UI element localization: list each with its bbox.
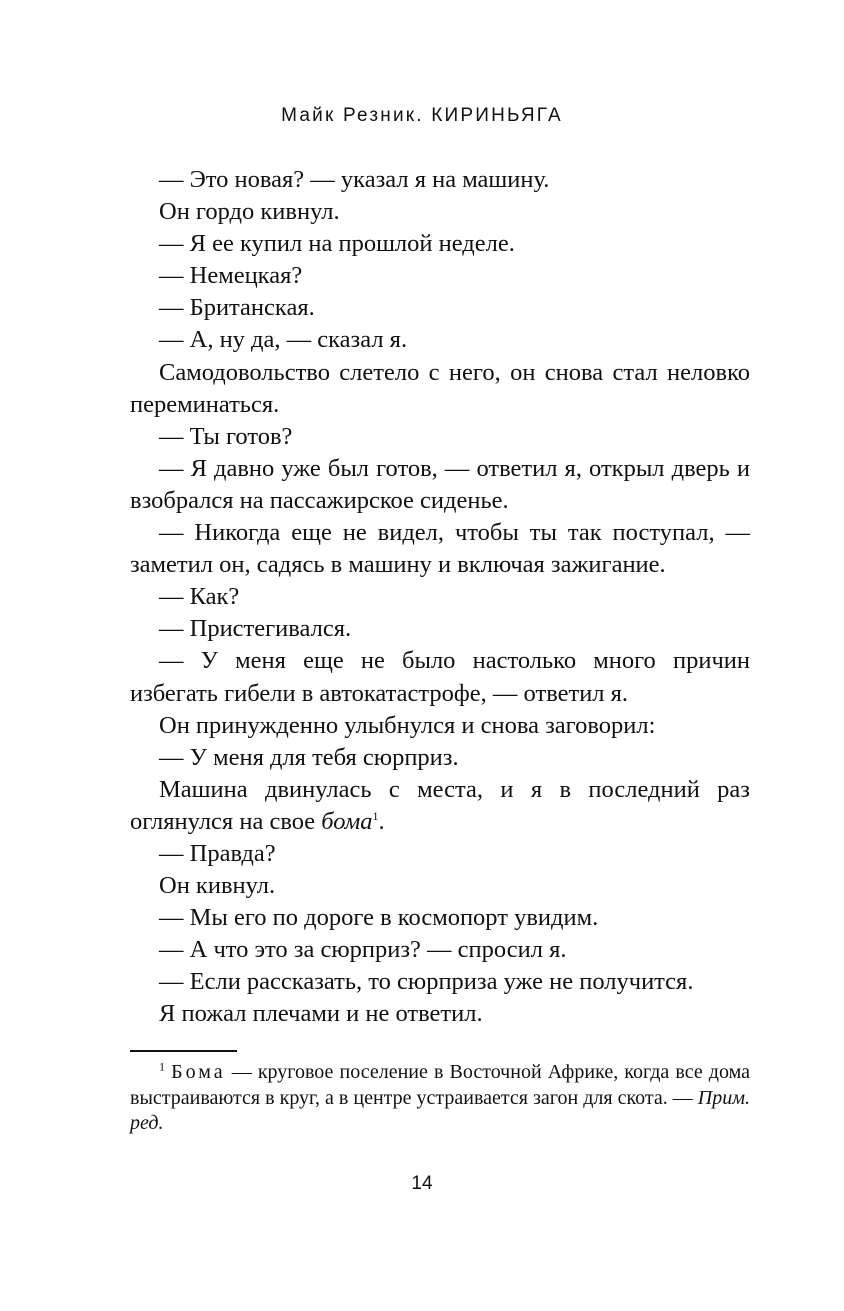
paragraph: — Я давно уже был готов, — ответил я, открыл дверь и взобрался на пассажирское сиденье. [130,454,750,514]
paragraph: — У меня еще не было настолько много причин избегать гибели в автокатастрофе, — ответил я. [130,647,750,707]
paragraph: — А что это за сюрприз? — спросил я. [159,936,567,964]
paragraph: — Ты готов? [159,422,293,450]
paragraph: — Немецкая? [159,262,303,290]
paragraph: — Никогда еще не видел, чтобы ты так поступал, — заметил он, садясь в машину и включая зажигание. [130,519,750,579]
paragraph: — Мы его по дороге в космопорт увидим. [159,904,599,932]
main-text [130,164,750,1031]
paragraph-boma [130,774,750,838]
paragraph: — Я ее купил на прошлой неделе. [159,230,515,258]
paragraph: Я пожал плечами и не ответил. [159,1000,483,1028]
paragraph: — У меня для тебя сюрприз. [159,743,459,771]
paragraph: — Это новая? — указал я на машину. [159,166,550,193]
paragraph-boma-text: Машина двинулась с места, и я в последний раз оглянулся на свое [130,775,750,835]
paragraph: Он гордо кивнул. [159,198,340,226]
paragraph: — Как? [159,583,240,611]
footnote-definition: — круговое поселение в Восточной Африке, когда все дома выстраиваются в круг, а в центре устраивается загон для скота. — [130,1061,750,1109]
footnote-reference[interactable]: 1 [372,808,379,823]
footnote-term: Бома [171,1061,226,1083]
paragraph: — Британская. [159,294,315,322]
footnote-editor-note: Прим. ред. [130,1086,750,1134]
paragraph: — А, ну да, — сказал я. [159,326,408,354]
footnote-text [130,1060,750,1137]
paragraph: — Правда? [159,839,276,867]
paragraph: Он кивнул. [159,872,276,900]
paragraph-boma-end: . [378,807,385,835]
footnote-number: 1 [159,1059,165,1074]
footnote-divider [130,1050,237,1052]
page-number: 14 [411,1173,433,1194]
paragraph: Он принужденно улыбнулся и снова заговорил: [159,711,656,739]
footnote [130,1060,750,1137]
running-title: Майк Резник. КИРИНЬЯГА [281,105,563,126]
italic-term-boma: бома [321,807,373,835]
paragraph: — Пристегивался. [159,615,352,643]
paragraph: Самодовольство слетело с него, он снова стал неловко переминаться. [130,358,750,418]
paragraph: — Если рассказать, то сюрприза уже не получится. [159,968,694,996]
